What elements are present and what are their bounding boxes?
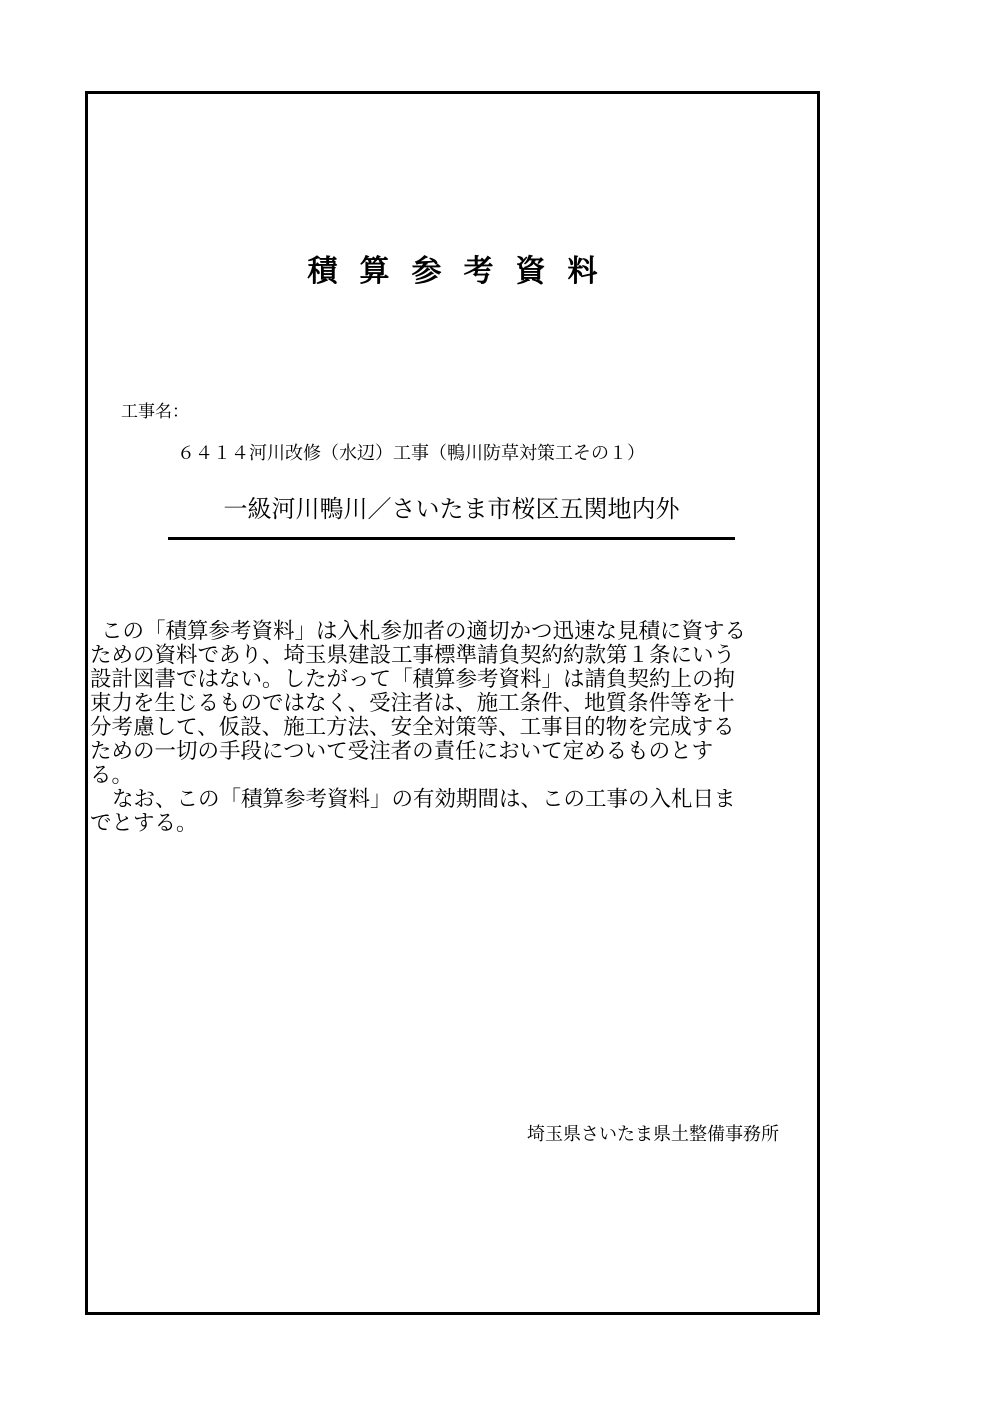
notice-line: ための資料であり、埼玉県建設工事標準請負契約約款第１条にいう — [90, 643, 736, 668]
notice-line: 設計図書ではない。したがって「積算参考資料」は請負契約上の拘 — [90, 667, 736, 692]
notice-line: 束力を生じるものではなく、受注者は、施工条件、地質条件等を十 — [90, 691, 735, 716]
project-name: ６４１４河川改修（水辺）工事（鴨川防草対策工その１） — [177, 443, 645, 464]
project-label: 工事名： — [121, 402, 189, 422]
notice-line: この「積算参考資料」は入札参加者の適切かつ迅速な見積に資する — [101, 619, 747, 644]
notice-line: なお、この「積算参考資料」の有効期間は、この工事の入札日ま — [112, 787, 736, 812]
location-underline — [168, 537, 735, 540]
notice-line: 分考慮して、仮設、施工方法、安全対策等、工事目的物を完成する — [90, 715, 735, 740]
notice-line: でとする。 — [90, 811, 198, 836]
document-title: 積算参考資料 — [307, 254, 620, 289]
issuing-office: 埼玉県さいたま県土整備事務所 — [527, 1124, 779, 1145]
notice-line: ための一切の手段について受注者の責任において定めるものとす — [90, 739, 714, 764]
project-location: 一級河川鴨川／さいたま市桜区五関地内外 — [223, 495, 680, 523]
notice-paragraph — [90, 620, 806, 836]
notice-line: る。 — [90, 763, 134, 788]
